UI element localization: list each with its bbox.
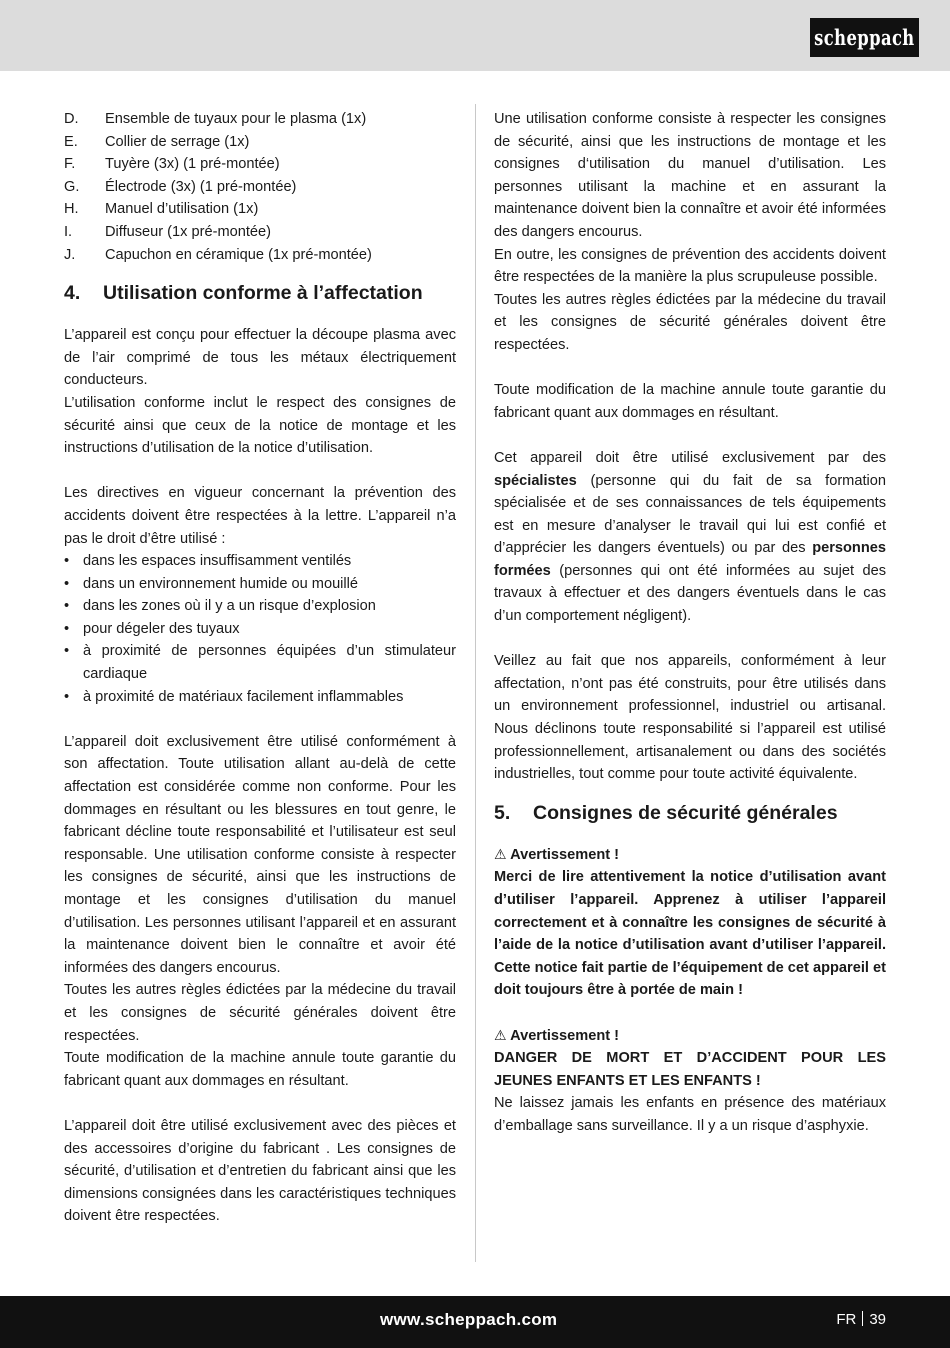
list-text: Tuyère (3x) (1 pré-montée)	[105, 156, 280, 173]
warning-label: ⚠ Avertissement !	[494, 1027, 620, 1044]
paragraph: Une utilisation conforme consiste à respecter les consignes de sécurité, ainsi que les instructions de montage et les consignes d‘utilisation du manuel d’utilisation. Les personnes utilisant la machine et en assurant la maintenance doivent bien la connaître et avoir été informées des dangers encourus.	[494, 111, 886, 240]
bullet-item: • dans un environnement humide ou mouillé	[64, 573, 456, 596]
bullet-item: • dans les espaces insuffisamment ventilés	[64, 550, 456, 573]
paragraph: Veillez au fait que nos appareils, conformément à leur affectation, n’ont pas été construits, pour être utilisés dans un environnement professionnel, industriel ou artisanal. Nous déclinons toute responsabilité si l’appareil est utilisé professionnellement, artisanalement ou dans des sociétés industrielles, tout comme pour toute activité équivalente.	[494, 653, 886, 783]
list-item	[64, 244, 456, 267]
paragraph: L’appareil doit être utilisé exclusivement avec des pièces et des accessoires d’origine du fabricant . Les consignes de sécurité, d’utilisation et d’entretien du fabricant ainsi que les dimensions consignées dans les caractéristiques techniques doivent être respectées.	[64, 1117, 456, 1225]
paragraph: En outre, les consignes de prévention des accidents doivent être respectées de la manière la plus scrupuleuse possible.	[494, 246, 886, 286]
list-item	[64, 108, 456, 131]
bullet-text: à proximité de personnes équipées d’un stimulateur cardiaque	[83, 643, 456, 683]
list-letter: J.	[64, 246, 76, 263]
header-band	[0, 0, 950, 71]
list-item	[64, 153, 456, 176]
emphasis-personnes-formees: personnes formées	[494, 540, 886, 579]
bullet-text: à proximité de matériaux facilement inflammables	[83, 688, 404, 705]
list-text: Diffuseur (1x pré-montée)	[105, 223, 272, 240]
section-number: 4.	[64, 282, 81, 305]
paragraph: Toute modification de la machine annule toute garantie du fabricant quant aux dommages en résultant.	[494, 382, 886, 421]
page-indicator	[836, 1311, 886, 1328]
paragraph: Toutes les autres règles édictées par la médecine du travail et les consignes de sécurité générales doivent être respectées.	[64, 982, 456, 1044]
footer-url[interactable]: www.scheppach.com	[380, 1310, 558, 1329]
list-text: Électrode (3x) (1 pré-montée)	[105, 178, 297, 195]
list-letter: F.	[64, 156, 76, 173]
section-title: Consignes de sécurité générales	[533, 801, 838, 824]
bullet-list	[64, 550, 456, 708]
bullet-item: • dans les zones où il y a un risque d’explosion	[64, 595, 456, 618]
list-letter: E.	[64, 133, 78, 150]
warning-caps: DANGER DE MORT ET D’ACCIDENT POUR LES JEUNES ENFANTS ET LES ENFANTS !	[494, 1050, 886, 1089]
bullet-text: dans les espaces insuffisamment ventilés	[83, 553, 352, 570]
bullet-item: • pour dégeler des tuyaux	[64, 618, 456, 641]
list-text: Manuel d’utilisation (1x)	[105, 201, 259, 218]
list-item	[64, 131, 456, 154]
parts-list	[64, 108, 456, 266]
list-item	[64, 198, 456, 221]
warning-label: ⚠ Avertissement !	[494, 846, 620, 863]
left-column	[64, 108, 456, 1228]
brand-logo	[810, 18, 919, 57]
emphasis-specialistes: spécialistes	[494, 472, 577, 489]
warning-block-2	[494, 1025, 886, 1138]
warning-icon: ⚠	[494, 1027, 507, 1044]
section-heading-5	[494, 800, 886, 826]
list-text: Capuchon en céramique (1x pré-montée)	[105, 246, 372, 263]
language-code: FR	[836, 1311, 857, 1328]
page-number: 39	[869, 1311, 886, 1328]
warning-text: Ne laissez jamais les enfants en présence des matériaux d’emballage sans surveillance. Il y a un risque d’asphyxie.	[494, 1095, 886, 1134]
brand-logo-text: scheppach	[814, 25, 915, 50]
list-text: Collier de serrage (1x)	[105, 133, 250, 150]
paragraph: Les directives en vigueur concernant la prévention des accidents doivent être respectées à la lettre. L’appareil n’a pas le droit d’être utilisé :	[64, 485, 456, 547]
paragraph: Toutes les autres règles édictées par la médecine du travail et les consignes de sécurité générales doivent être respectées.	[494, 291, 886, 353]
section-heading-4	[64, 280, 456, 306]
bullet-text: pour dégeler des tuyaux	[83, 620, 240, 637]
paragraph: Cet appareil doit être utilisé exclusivement par des spécialistes (personne qui du fait de sa formation spécialisée et de ses connaissances de tels équipements est en mesure d’analyser le travail qui lui est confié et d’apprécier les dangers éventuels) ou par des personnes formées (personnes qui ont été informées au sujet des travaux à effectuer et des dangers éventuels dans le cas d’un comportement négligent).	[494, 449, 886, 625]
list-text: Ensemble de tuyaux pour le plasma (1x)	[105, 111, 367, 127]
paragraph: L’appareil est conçu pour effectuer la découpe plasma avec de l’air comprimé de tous les métaux électriquement conducteurs.	[64, 327, 456, 389]
section-title: Utilisation conforme à l’affectation	[103, 282, 423, 305]
bullet-text: dans un environnement humide ou mouillé	[83, 575, 359, 592]
list-item	[64, 176, 456, 199]
list-letter: H.	[64, 201, 79, 218]
list-item	[64, 221, 456, 244]
bullet-item: • à proximité de personnes équipées d’un stimulateur cardiaque	[64, 640, 456, 685]
paragraph: L’appareil doit exclusivement être utilisé conformément à son affectation. Toute utilisation allant au-delà de cette affectation est considérée comme non conforme. Pour les dommages en résultant ou les blessures en tout genre, le fabricant décline toute responsabilité et l’utilisateur est seul responsable. Une utilisation conforme consiste à respecter les consignes de sécurité, ainsi que les instructions de montage et les consignes d’utilisation du manuel d’utilisation. Les personnes utilisant l’appareil et en assurant la maintenance doivent bien le connaître et avoir été informées des dangers encourus.	[64, 733, 456, 976]
bullet-item: • à proximité de matériaux facilement inflammables	[64, 686, 456, 709]
footer-band	[0, 1296, 950, 1348]
warning-block-1	[494, 844, 886, 1002]
paragraph: Toute modification de la machine annule toute garantie du fabricant quant aux dommages en résultant.	[64, 1050, 456, 1089]
list-letter: I.	[64, 223, 73, 240]
list-letter: D.	[64, 111, 79, 127]
warning-icon: ⚠	[494, 846, 507, 863]
warning-text: Merci de lire attentivement la notice d’utilisation avant d’utiliser l’appareil. Apprenez à utiliser l’appareil correctement et à connaître les consignes de sécurité à l’aide de la notice d’utilisation avant d’utiliser l’appareil. Cette notice fait partie de l’équipement de cet appareil et doit toujours être à portée de main !	[494, 869, 886, 999]
column-divider	[475, 104, 476, 1262]
right-column	[494, 108, 886, 1138]
bullet-text: dans les zones où il y a un risque d’explosion	[83, 598, 376, 615]
paragraph: L’utilisation conforme inclut le respect des consignes de sécurité ainsi que ceux de la notice de montage et les instructions d’utilisation de la notice d’utilisation.	[64, 394, 456, 457]
section-number: 5.	[494, 801, 511, 824]
list-letter: G.	[64, 178, 80, 195]
